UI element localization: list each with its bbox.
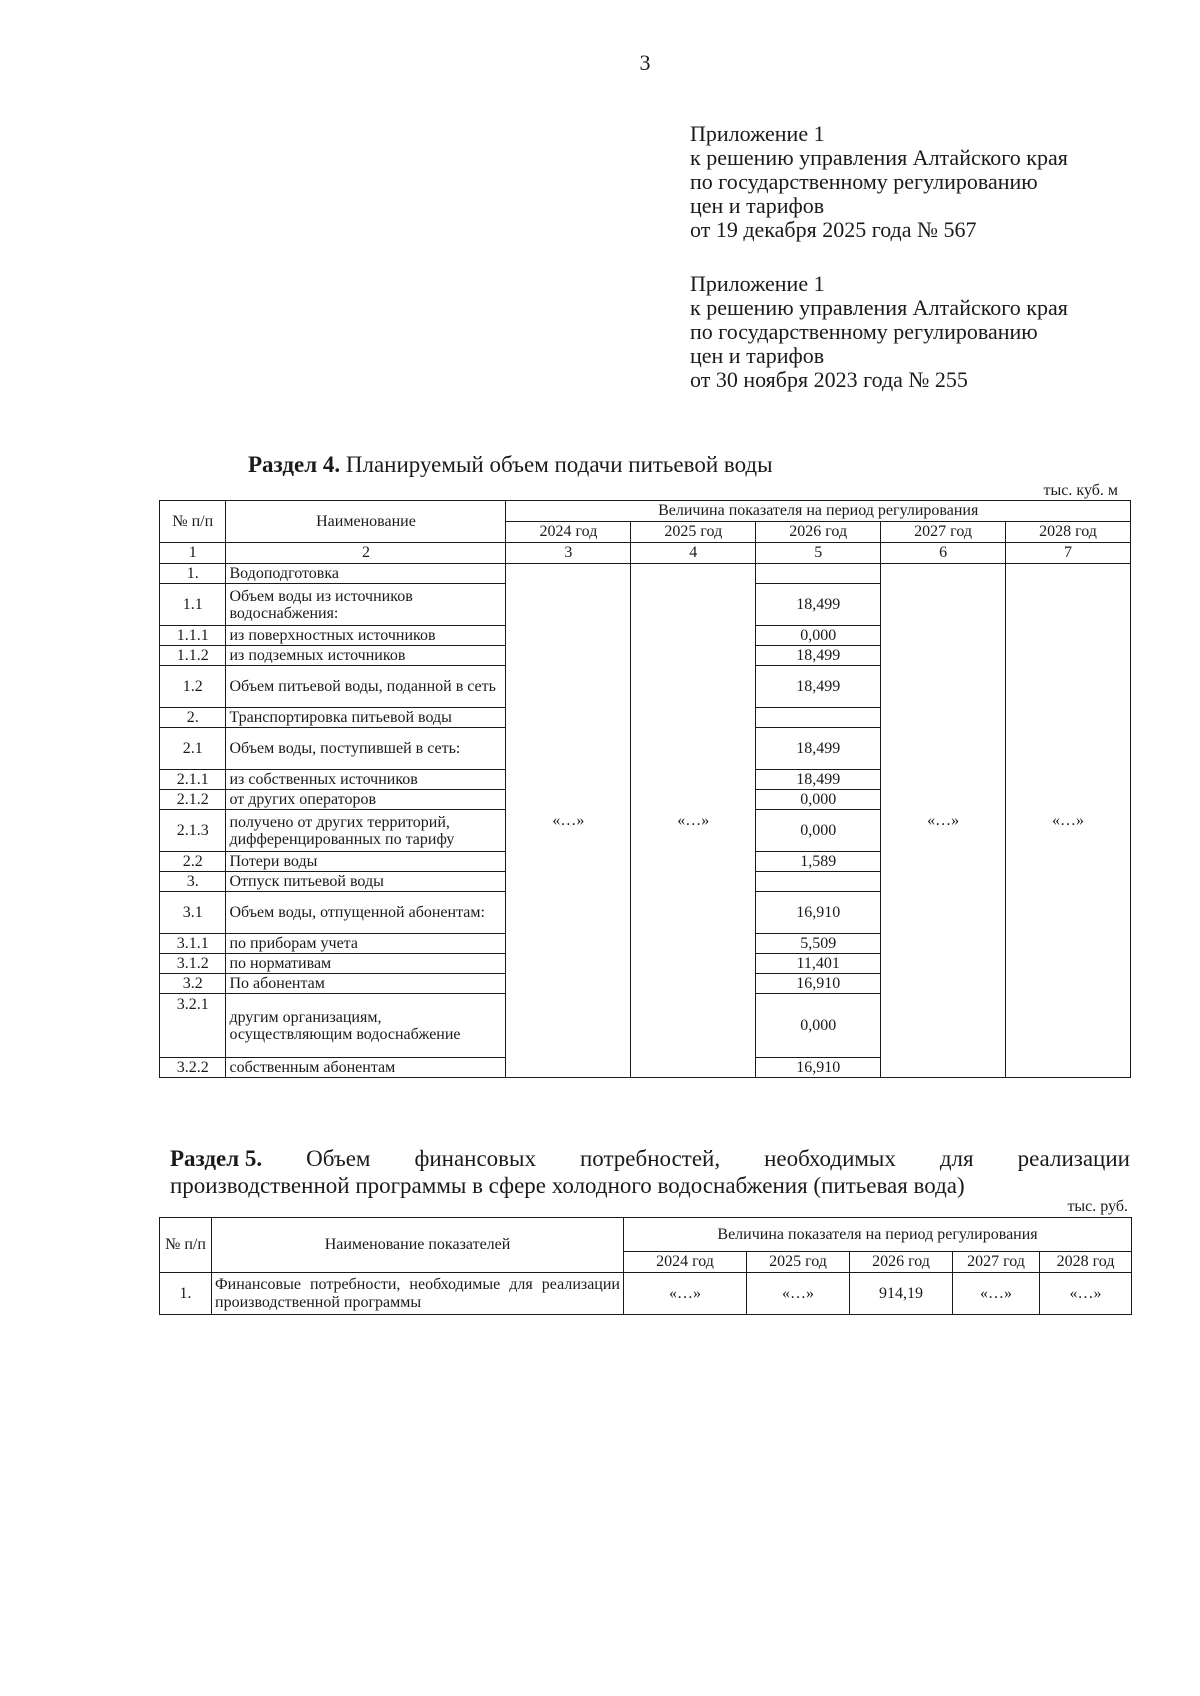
value-2026: 1,589: [756, 852, 881, 872]
value-2024: «…»: [624, 1273, 747, 1315]
value-2026: 18,499: [756, 646, 881, 666]
header-year: 2027 год: [953, 1252, 1040, 1273]
appendix-line: Приложение 1: [690, 121, 825, 146]
appendix-line: по государственному регулированию: [690, 319, 1038, 344]
header-year: 2025 год: [747, 1252, 850, 1273]
row-num: 2.1: [160, 728, 226, 770]
col-number: 2: [226, 543, 506, 564]
section5-title-bold: Раздел 5.: [170, 1146, 263, 1171]
header-year: 2026 год: [756, 522, 881, 543]
value-2026: 16,910: [756, 974, 881, 994]
row-name: от других операторов: [226, 790, 506, 810]
header-period: Величина показателя на период регулирования: [624, 1218, 1132, 1252]
header-year: 2027 год: [881, 522, 1006, 543]
col-number: 7: [1006, 543, 1131, 564]
row-name: Потери воды: [226, 852, 506, 872]
appendix-line: от 30 ноября 2023 года № 255: [690, 367, 968, 392]
value-2026: 0,000: [756, 994, 881, 1058]
col-number: 4: [631, 543, 756, 564]
value-2026: 11,401: [756, 954, 881, 974]
row-name: по нормативам: [226, 954, 506, 974]
col-number: 6: [881, 543, 1006, 564]
header-period: Величина показателя на период регулирования: [506, 501, 1131, 522]
value-2026: 16,910: [756, 892, 881, 934]
row-num: 1.: [160, 1273, 212, 1315]
value-2026: 18,499: [756, 728, 881, 770]
row-num: 2.1.3: [160, 810, 226, 852]
row-num: 2.1.1: [160, 770, 226, 790]
row-num: 3.: [160, 872, 226, 892]
appendix-line: по государственному регулированию: [690, 169, 1038, 194]
row-num: 3.1: [160, 892, 226, 934]
section4-units: тыс. куб. м: [1043, 482, 1118, 499]
row-name: Водоподготовка: [226, 564, 506, 584]
value-2026: 914,19: [850, 1273, 953, 1315]
header-year: 2024 год: [506, 522, 631, 543]
row-name: Объем воды из источников водоснабжения:: [226, 584, 506, 626]
value-2026: 0,000: [756, 626, 881, 646]
section4-table: [159, 500, 1131, 1078]
row-name: Объем воды, отпущенной абонентам:: [226, 892, 506, 934]
table-row: [160, 1273, 1132, 1315]
value-2027: «…»: [953, 1273, 1040, 1315]
value-2027: «…»: [881, 564, 1006, 1078]
value-2026: 0,000: [756, 790, 881, 810]
header-num: № п/п: [160, 1218, 212, 1273]
value-2024: «…»: [506, 564, 631, 1078]
header-name: Наименование: [226, 501, 506, 543]
header-year: 2025 год: [631, 522, 756, 543]
row-name: Транспортировка питьевой воды: [226, 708, 506, 728]
header-year: 2028 год: [1040, 1252, 1132, 1273]
row-num: 3.1.1: [160, 934, 226, 954]
title-word: потребностей,: [579, 1146, 721, 1171]
value-2026: 5,509: [756, 934, 881, 954]
value-2025: «…»: [747, 1273, 850, 1315]
header-year: 2026 год: [850, 1252, 953, 1273]
value-2026: [756, 872, 881, 892]
title-word: Объем: [306, 1146, 371, 1171]
section5-table: [159, 1217, 1132, 1315]
row-num: 1.2: [160, 666, 226, 708]
row-num: 3.2: [160, 974, 226, 994]
row-num: 1.1: [160, 584, 226, 626]
row-num: 2.2: [160, 852, 226, 872]
appendix-header-old: [690, 272, 1068, 392]
value-2028: «…»: [1040, 1273, 1132, 1315]
col-number: 5: [756, 543, 881, 564]
title-word: реализации: [1017, 1146, 1130, 1171]
col-number: 1: [160, 543, 226, 564]
appendix-line: к решению управления Алтайского края: [690, 145, 1068, 170]
row-num: 3.2.1: [160, 994, 226, 1058]
title-word: для: [939, 1146, 974, 1171]
row-name: из подземных источников: [226, 646, 506, 666]
value-2026: 0,000: [756, 810, 881, 852]
value-2026: 18,499: [756, 666, 881, 708]
row-name: Объем воды, поступившей в сеть:: [226, 728, 506, 770]
row-name: Финансовые потребности, необходимые для реализации производственной программы: [212, 1273, 624, 1315]
title-word: необходимых: [764, 1146, 896, 1171]
col-number: 3: [506, 543, 631, 564]
appendix-line: цен и тарифов: [690, 193, 825, 218]
value-2026: 18,499: [756, 584, 881, 626]
row-name: По абонентам: [226, 974, 506, 994]
row-num: 1.: [160, 564, 226, 584]
row-name: другим организациям, осуществляющим водоснабжение: [226, 994, 506, 1058]
section5-units: тыс. руб.: [1067, 1198, 1128, 1215]
row-num: 3.1.2: [160, 954, 226, 974]
section5-title: [170, 1145, 1130, 1199]
header-year: 2028 год: [1006, 522, 1131, 543]
row-num: 1.1.1: [160, 626, 226, 646]
row-name: Объем питьевой воды, поданной в сеть: [226, 666, 506, 708]
value-2026: 18,499: [756, 770, 881, 790]
appendix-line: Приложение 1: [690, 271, 825, 296]
page-number: 3: [639, 50, 651, 75]
header-name: Наименование показателей: [212, 1218, 624, 1273]
value-2026: 16,910: [756, 1058, 881, 1078]
section4-title-bold: Раздел 4.: [248, 452, 341, 477]
appendix-header-new: [690, 122, 1068, 242]
appendix-line: цен и тарифов: [690, 343, 825, 368]
row-num: 1.1.2: [160, 646, 226, 666]
value-2025: «…»: [631, 564, 756, 1078]
section4-title: [248, 452, 773, 478]
value-2026: [756, 564, 881, 584]
row-name: получено от других территорий, дифференцированных по тарифу: [226, 810, 506, 852]
title-word: финансовых: [414, 1146, 536, 1171]
appendix-line: к решению управления Алтайского края: [690, 295, 1068, 320]
row-name: собственным абонентам: [226, 1058, 506, 1078]
appendix-line: от 19 декабря 2025 года № 567: [690, 217, 977, 242]
section4-title-text: Планируемый объем подачи питьевой воды: [340, 452, 773, 477]
row-num: 2.1.2: [160, 790, 226, 810]
row-name: из поверхностных источников: [226, 626, 506, 646]
section5-title-line1: [170, 1145, 1130, 1172]
row-name: по приборам учета: [226, 934, 506, 954]
row-num: 2.: [160, 708, 226, 728]
row-name: Отпуск питьевой воды: [226, 872, 506, 892]
header-num: № п/п: [160, 501, 226, 543]
header-year: 2024 год: [624, 1252, 747, 1273]
row-name: из собственных источников: [226, 770, 506, 790]
value-2028: «…»: [1006, 564, 1131, 1078]
section5-title-line2: производственной программы в сфере холодного водоснабжения (питьевая вода): [170, 1173, 965, 1198]
value-2026: [756, 708, 881, 728]
row-num: 3.2.2: [160, 1058, 226, 1078]
table-row: [160, 564, 1131, 584]
